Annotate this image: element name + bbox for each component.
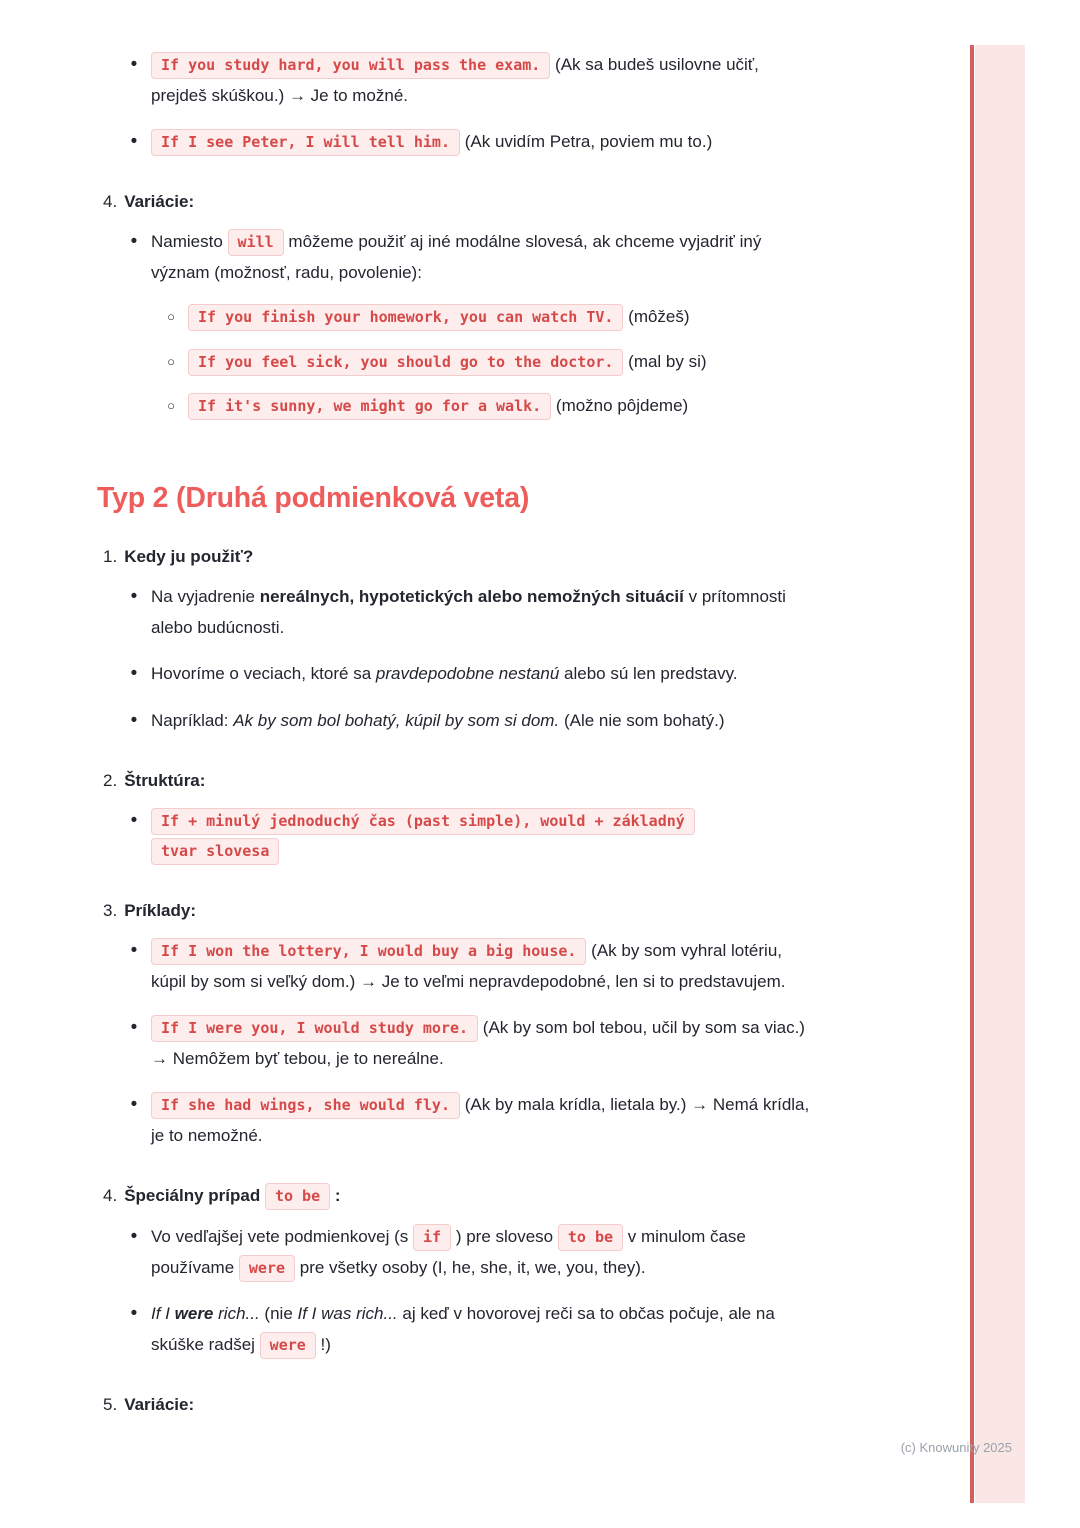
list-item	[127, 582, 819, 643]
section-type2-special-case	[97, 1182, 819, 1361]
section-label: Špeciálny prípad	[124, 1185, 261, 1205]
list-item-text	[151, 1013, 819, 1074]
text-run: Na vyjadrenie	[151, 587, 255, 607]
list-item-text	[188, 347, 819, 378]
list-item-text	[151, 227, 819, 436]
bullet-icon: •	[130, 1094, 138, 1116]
text-run: Napríklad:	[151, 710, 229, 730]
text-run: ) pre sloveso	[455, 1227, 554, 1247]
section-heading	[97, 767, 819, 794]
list-item	[127, 50, 819, 111]
list-item	[127, 1090, 819, 1151]
section-number: 4.	[103, 1185, 118, 1205]
list-item-text	[188, 302, 819, 333]
list-item	[127, 706, 819, 737]
when-list	[97, 582, 819, 736]
section-label-colon: :	[334, 1185, 341, 1205]
section-label: Variácie:	[124, 1394, 195, 1414]
bullet-icon: •	[130, 230, 138, 252]
italic-text-run: If I was rich...	[297, 1304, 398, 1324]
text-run: môžeme použiť aj iné modálne slovesá, ak chceme vyjadriť iný význam (možnosť, radu, povolenie):	[151, 231, 762, 282]
section-type2-examples	[97, 897, 819, 1152]
page-edge-ribbon	[975, 45, 1025, 1503]
list-item-text	[151, 706, 819, 737]
section-label: Kedy ju použiť?	[124, 546, 254, 566]
text-run: (Ak by som bol tebou, učil by som sa viac.) → Nemôžem byť tebou, je to nereálne.	[151, 1018, 805, 1068]
bullet-icon: •	[130, 131, 138, 153]
text-run: !)	[320, 1334, 331, 1354]
circle-bullet-icon: ○	[167, 353, 175, 369]
list-item	[127, 936, 819, 997]
text-run: v minulom čase používame	[151, 1227, 746, 1277]
bullet-icon: •	[130, 1226, 138, 1248]
notes-page-content	[97, 50, 819, 1418]
code-chip: to be	[558, 1224, 623, 1251]
section-number: 1.	[103, 546, 118, 566]
list-item-text	[151, 659, 819, 690]
code-chip: If you finish your homework, you can watch TV.	[188, 304, 623, 331]
code-chip: If it's sunny, we might go for a walk.	[188, 393, 551, 420]
circle-bullet-icon: ○	[167, 309, 175, 325]
bullet-icon: •	[130, 1017, 138, 1039]
text-run: (Ak by som vyhral lotériu, kúpil by som si veľký dom.) → Je to veľmi nepravdepodobné, len si to predstavujem.	[151, 941, 786, 991]
code-chip: If I won the lottery, I would buy a big house.	[151, 938, 586, 965]
list-item	[127, 659, 819, 690]
list-item	[127, 227, 819, 436]
section-type1-variations	[97, 188, 819, 436]
italic-text-run: If I	[151, 1304, 170, 1324]
list-item	[127, 1299, 819, 1360]
modal-examples-sublist	[151, 302, 819, 422]
list-item	[127, 1222, 819, 1283]
copyright-notice: (c) Knowunity 2025	[900, 1440, 1012, 1455]
code-chip: will	[228, 229, 284, 256]
section-number: 3.	[103, 900, 118, 920]
section-heading	[97, 1182, 819, 1211]
section-type2-structure	[97, 767, 819, 867]
list-item	[127, 806, 819, 867]
code-chip: If I see Peter, I will tell him.	[151, 129, 460, 156]
text-run: aj keď v hovorovej reči sa to občas počuje, ale na skúške radšej	[151, 1304, 775, 1354]
examples-list	[97, 936, 819, 1152]
list-item	[127, 1013, 819, 1074]
code-chip: were	[239, 1255, 295, 1282]
text-run: (Ak sa budeš usilovne učiť, prejdeš skúškou.) → Je to možné.	[151, 55, 759, 105]
code-chip: If + minulý jednoduchý čas (past simple), would + základný tvar slovesa	[151, 808, 695, 866]
code-chip: If you study hard, you will pass the exam.	[151, 52, 550, 79]
text-run: (Ale nie som bohatý.)	[563, 710, 725, 730]
section-heading	[97, 188, 819, 215]
section-type2-variations	[97, 1391, 819, 1418]
text-run: (môžeš)	[628, 307, 690, 327]
text-run: pre všetky osoby (I, he, she, it, we, you, they).	[299, 1257, 646, 1277]
list-item	[164, 391, 819, 422]
page-edge-ribbon-line	[970, 45, 974, 1503]
italic-text-run: rich...	[218, 1304, 260, 1324]
bullet-icon: •	[130, 940, 138, 962]
text-run: Namiesto	[151, 231, 223, 251]
code-chip: If you feel sick, you should go to the doctor.	[188, 349, 623, 376]
bullet-icon: •	[130, 663, 138, 685]
bullet-icon: •	[130, 709, 138, 731]
list-item-text	[151, 50, 819, 111]
list-item	[164, 347, 819, 378]
bullet-icon: •	[130, 586, 138, 608]
text-run: Hovoríme o veciach, ktoré sa	[151, 664, 372, 684]
list-item-text	[151, 582, 819, 643]
text-run: (možno pôjdeme)	[555, 396, 689, 416]
italic-text-run: Ak by som bol bohatý, kúpil by som si dom.	[233, 710, 560, 730]
list-item	[127, 127, 819, 158]
section-heading	[97, 1391, 819, 1418]
text-run: alebo sú len predstavy.	[564, 664, 738, 684]
circle-bullet-icon: ○	[167, 398, 175, 414]
code-chip: were	[260, 1332, 316, 1359]
text-run: (mal by si)	[628, 351, 707, 371]
list-item-text	[151, 936, 819, 997]
list-item-text	[151, 1299, 819, 1360]
text-run: v prítomnosti alebo budúcnosti.	[151, 587, 786, 637]
list-item-text	[151, 1222, 819, 1283]
special-case-list	[97, 1222, 819, 1360]
section-number: 4.	[103, 191, 118, 211]
list-item	[164, 302, 819, 333]
list-item-text	[151, 127, 819, 158]
code-chip: to be	[265, 1183, 330, 1210]
section-number: 2.	[103, 770, 118, 790]
text-run: (nie	[264, 1304, 293, 1324]
type1-examples-list	[97, 50, 819, 158]
variations-list	[97, 227, 819, 436]
bold-text-run: nereálnych, hypotetických alebo nemožných situácií	[259, 587, 684, 607]
section-type2-when	[97, 543, 819, 737]
bullet-icon: •	[130, 54, 138, 75]
text-run: Vo vedľajšej vete podmienkovej (s	[151, 1227, 409, 1247]
structure-list	[97, 806, 819, 867]
section-label: Štruktúra:	[124, 770, 206, 790]
list-item-text	[151, 806, 729, 867]
italic-text-run: pravdepodobne nestanú	[375, 664, 560, 684]
section-number: 5.	[103, 1394, 118, 1414]
list-item-text	[151, 1090, 819, 1151]
code-chip: if	[413, 1224, 451, 1251]
code-chip: If she had wings, she would fly.	[151, 1092, 460, 1119]
section-heading	[97, 543, 819, 570]
list-item-text	[188, 391, 819, 422]
type2-heading: Typ 2 (Druhá podmienková veta)	[97, 481, 530, 514]
text-run: (Ak by mala krídla, lietala by.) → Nemá krídla, je to nemožné.	[151, 1095, 810, 1146]
text-run: (Ak uvidím Petra, poviem mu to.)	[464, 132, 713, 152]
code-chip: If I were you, I would study more.	[151, 1015, 478, 1042]
bold-italic-text-run: were	[174, 1304, 214, 1324]
section-label: Príklady:	[124, 900, 196, 920]
section-label: Variácie:	[124, 191, 195, 211]
section-heading	[97, 897, 819, 924]
bullet-icon: •	[130, 1303, 138, 1325]
bullet-icon: •	[130, 809, 138, 831]
